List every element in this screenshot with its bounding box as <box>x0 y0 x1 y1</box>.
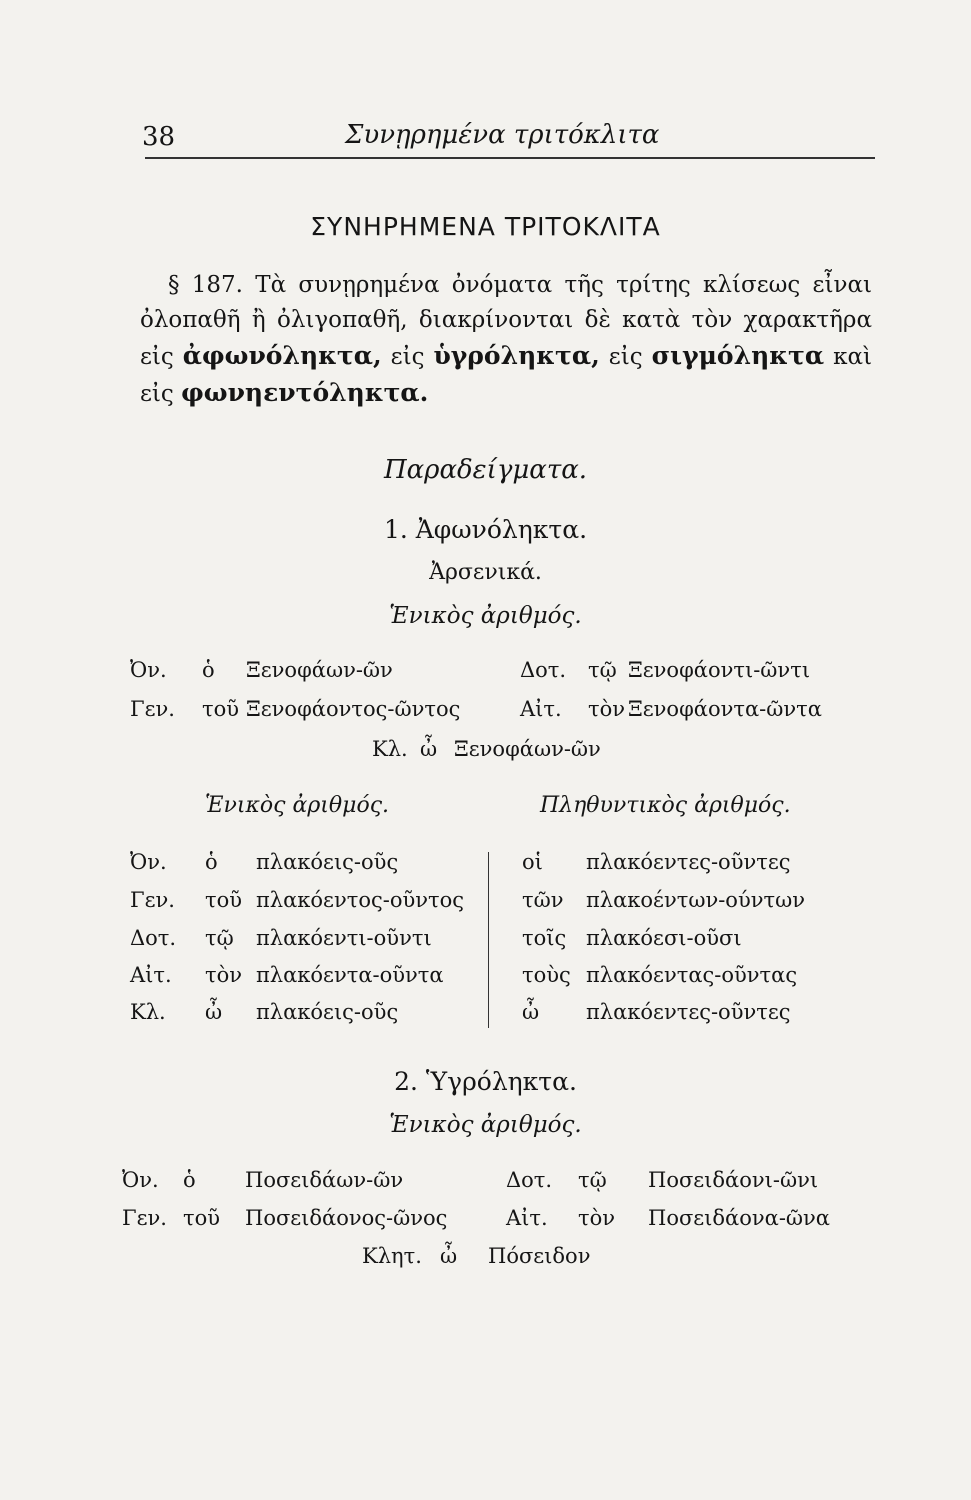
intro-joiner: εἰς <box>390 344 425 370</box>
article: τοῦ <box>183 1206 221 1230</box>
article: τῷ <box>578 1168 607 1192</box>
intro-joiner: εἰς <box>608 344 643 370</box>
case-label: Ὀν. <box>130 850 167 874</box>
noun-form: πλακόεντας-οῦντας <box>586 963 798 987</box>
table-divider <box>488 852 489 1028</box>
case-label: Γεν. <box>130 697 175 721</box>
noun-form: πλακόεσι-οῦσι <box>586 926 742 950</box>
noun-form: Ξενοφάοντα-ῶντα <box>628 697 822 721</box>
chapter-title: ΣΥΝΗΡΗΜΕΝΑ ΤΡΙΤΟΚΛΙΤΑ <box>310 212 661 241</box>
case-label: Αἰτ. <box>506 1206 548 1230</box>
article: τῷ <box>588 658 617 682</box>
article: ὁ <box>183 1168 196 1192</box>
article: οἱ <box>522 850 543 874</box>
header-rule <box>145 157 875 159</box>
article: τοὺς <box>522 963 571 987</box>
term-afonolikta: ἀφωνόληκτα, <box>182 341 382 370</box>
section-1-heading: 1. Ἀφωνόληκτα. <box>383 515 588 544</box>
article: τὸν <box>588 697 626 721</box>
noun-form: Ποσειδάονος-ῶνος <box>245 1206 448 1230</box>
article: ὦ <box>420 737 438 761</box>
term-fonientolikta: φωνηεντόληκτα. <box>181 378 429 407</box>
article: ὁ <box>202 658 215 682</box>
case-label: Κλ. <box>130 1000 166 1024</box>
noun-form: πλακόεις-οῦς <box>256 850 399 874</box>
gender-heading: Ἀρσενικά. <box>429 560 542 585</box>
noun-form: πλακοέντων-ούντων <box>586 888 805 912</box>
section-2-heading: 2. Ὑγρόληκτα. <box>394 1067 577 1096</box>
noun-form: Ξενοφάοντος-ῶντος <box>246 697 461 721</box>
article: τοῖς <box>522 926 567 950</box>
running-title: Συνῃρημένα τριτόκλιτα <box>345 120 660 150</box>
intro-text: Τὰ συνῃρημένα ὀνόματα τῆς τρίτης κλίσεως εἶναι ὀλοπαθῆ ἢ ὀλιγοπαθῆ, διακρίνονται δὲ κατὰ τὸν χαρακτῆρα εἰς <box>140 272 873 370</box>
article: τὸν <box>205 963 243 987</box>
case-label: Αἰτ. <box>130 963 172 987</box>
case-label: Κλ. <box>372 737 408 761</box>
singular-heading: Ἑνικὸς ἀριθμός. <box>205 793 390 818</box>
article: τοῦ <box>202 697 240 721</box>
noun-form: Ποσειδάων-ῶν <box>245 1168 404 1192</box>
case-label: Δοτ. <box>130 926 177 950</box>
case-label: Γεν. <box>130 888 175 912</box>
article: ὁ <box>205 850 218 874</box>
case-label: Ὀν. <box>130 658 167 682</box>
noun-form: πλακόεντι-οῦντι <box>256 926 432 950</box>
article: τοῦ <box>205 888 243 912</box>
article: τὸν <box>578 1206 616 1230</box>
article: ὦ <box>522 1000 540 1024</box>
noun-form: Ξενοφάοντι-ῶντι <box>628 658 811 682</box>
intro-paragraph <box>140 268 872 412</box>
noun-form: πλακόεντα-οῦντα <box>256 963 444 987</box>
intro-joiner: καὶ εἰς <box>140 344 872 407</box>
term-ygrolikta: ὑγρόληκτα, <box>433 341 600 370</box>
section-mark: § 187. <box>168 272 243 298</box>
plural-heading: Πληθυντικὸς ἀριθμός. <box>540 793 791 818</box>
case-label: Γεν. <box>122 1206 167 1230</box>
singular-heading: Ἑνικὸς ἀριθμός. <box>389 1112 582 1138</box>
article: τῶν <box>522 888 564 912</box>
examples-heading: Παραδείγματα. <box>383 455 588 485</box>
article: ὦ <box>440 1244 458 1268</box>
case-label: Αἰτ. <box>520 697 562 721</box>
noun-form: Πόσειδον <box>488 1244 591 1268</box>
case-label: Δοτ. <box>520 658 567 682</box>
case-label: Δοτ. <box>506 1168 553 1192</box>
noun-form: Ξενοφάων-ῶν <box>246 658 393 682</box>
noun-form: Ποσειδάονα-ῶνα <box>648 1206 830 1230</box>
noun-form: Ποσειδάονι-ῶνι <box>648 1168 819 1192</box>
page-number: 38 <box>142 122 176 152</box>
noun-form: πλακόεντος-οῦντος <box>256 888 465 912</box>
noun-form: πλακόεντες-οῦντες <box>586 1000 791 1024</box>
case-label: Κλητ. <box>362 1244 422 1268</box>
noun-form: πλακόεις-οῦς <box>256 1000 399 1024</box>
noun-form: Ξενοφάων-ῶν <box>454 737 601 761</box>
singular-heading: Ἑνικὸς ἀριθμός. <box>389 603 582 629</box>
case-label: Ὀν. <box>122 1168 159 1192</box>
noun-form: πλακόεντες-οῦντες <box>586 850 791 874</box>
article: τῷ <box>205 926 234 950</box>
term-sigmolikta: σιγμόληκτα <box>651 341 825 370</box>
article: ὦ <box>205 1000 223 1024</box>
